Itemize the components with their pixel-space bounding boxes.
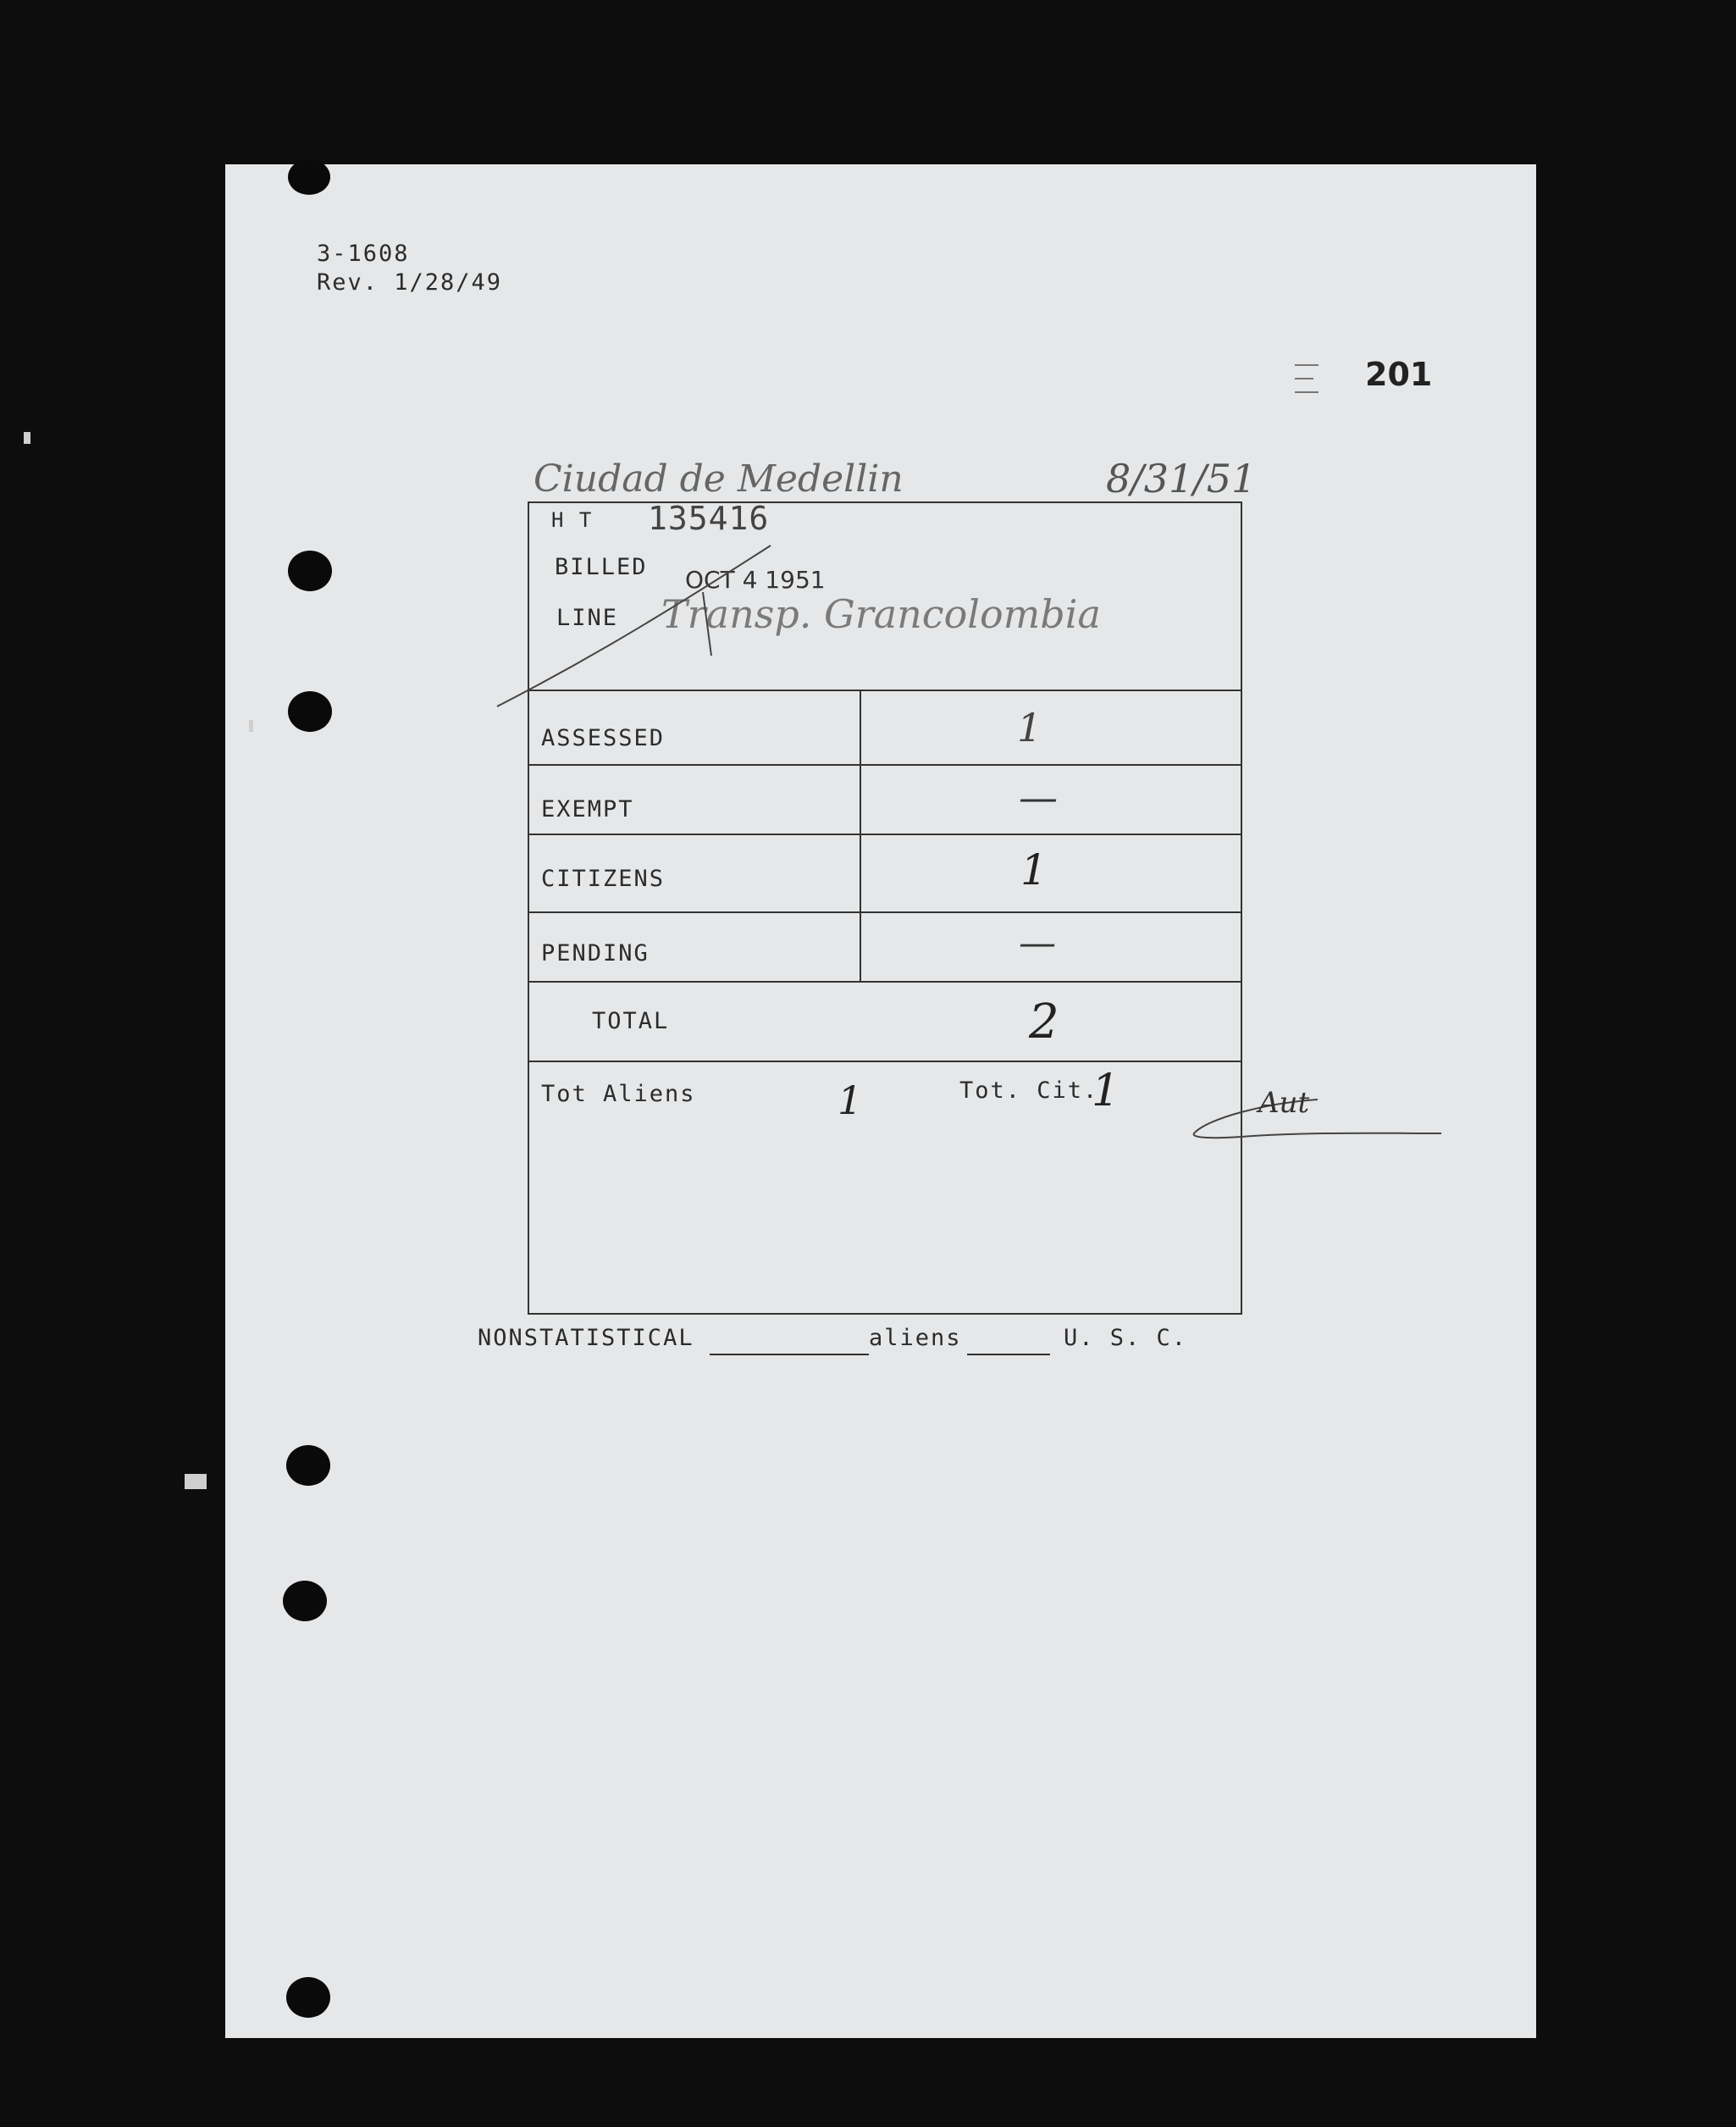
row-label-assessed: ASSESSED xyxy=(541,725,666,751)
billed-date-stamp: OCT 4 1951 xyxy=(685,566,826,594)
punch-hole xyxy=(288,159,330,195)
vessel-date: 8/31/51 xyxy=(1106,456,1257,501)
total-label: TOTAL xyxy=(592,1008,670,1034)
nonstatistical-aliens-label: aliens xyxy=(869,1325,962,1351)
billed-label: BILLED xyxy=(555,554,648,580)
manifest-table xyxy=(528,501,1242,1315)
line-label: LINE xyxy=(556,605,619,631)
nonstatistical-blank xyxy=(710,1354,869,1355)
tot-aliens-label: Tot Aliens xyxy=(541,1081,696,1107)
row-value-assessed: 1 xyxy=(1017,705,1042,751)
initials-flourish xyxy=(1191,1084,1445,1152)
ht-number: 135416 xyxy=(648,500,770,537)
page-number: 201 xyxy=(1365,356,1433,393)
tot-cit-value: 1 xyxy=(1092,1066,1120,1116)
row-value-citizens: 1 xyxy=(1020,845,1048,895)
row-label-citizens: CITIZENS xyxy=(541,866,666,892)
punch-hole xyxy=(286,1977,330,2018)
margin-speck xyxy=(185,1474,207,1489)
punch-hole xyxy=(286,1445,330,1486)
line-value: Transp. Grancolombia xyxy=(661,591,1101,637)
total-value: 2 xyxy=(1029,994,1059,1050)
row-label-pending: PENDING xyxy=(541,940,650,967)
ht-label: H T xyxy=(551,508,594,532)
inspector-initials: Aut xyxy=(1258,1086,1310,1120)
punch-hole xyxy=(288,551,332,591)
pen-stroke xyxy=(495,503,783,715)
nonstatistical-label: NONSTATISTICAL xyxy=(478,1325,694,1351)
row-label-exempt: EXEMPT xyxy=(541,796,634,823)
punch-hole xyxy=(283,1581,327,1621)
row-value-pending: — xyxy=(1019,922,1056,965)
form-revision: Rev. 1/28/49 xyxy=(317,269,503,296)
punch-hole xyxy=(288,691,332,732)
row-value-exempt: — xyxy=(1019,774,1058,820)
page-number-marks xyxy=(1295,361,1319,395)
vessel-name: Ciudad de Medellin xyxy=(534,457,904,501)
form-number: 3-1608 xyxy=(317,241,410,267)
nonstatistical-usc-label: U. S. C. xyxy=(1064,1325,1188,1351)
tot-cit-label: Tot. Cit. xyxy=(959,1077,1099,1104)
tot-aliens-value: 1 xyxy=(838,1077,863,1123)
nonstatistical-usc-blank xyxy=(967,1354,1050,1355)
document-page xyxy=(225,164,1536,2038)
margin-speck xyxy=(249,720,253,732)
margin-speck xyxy=(24,432,30,444)
